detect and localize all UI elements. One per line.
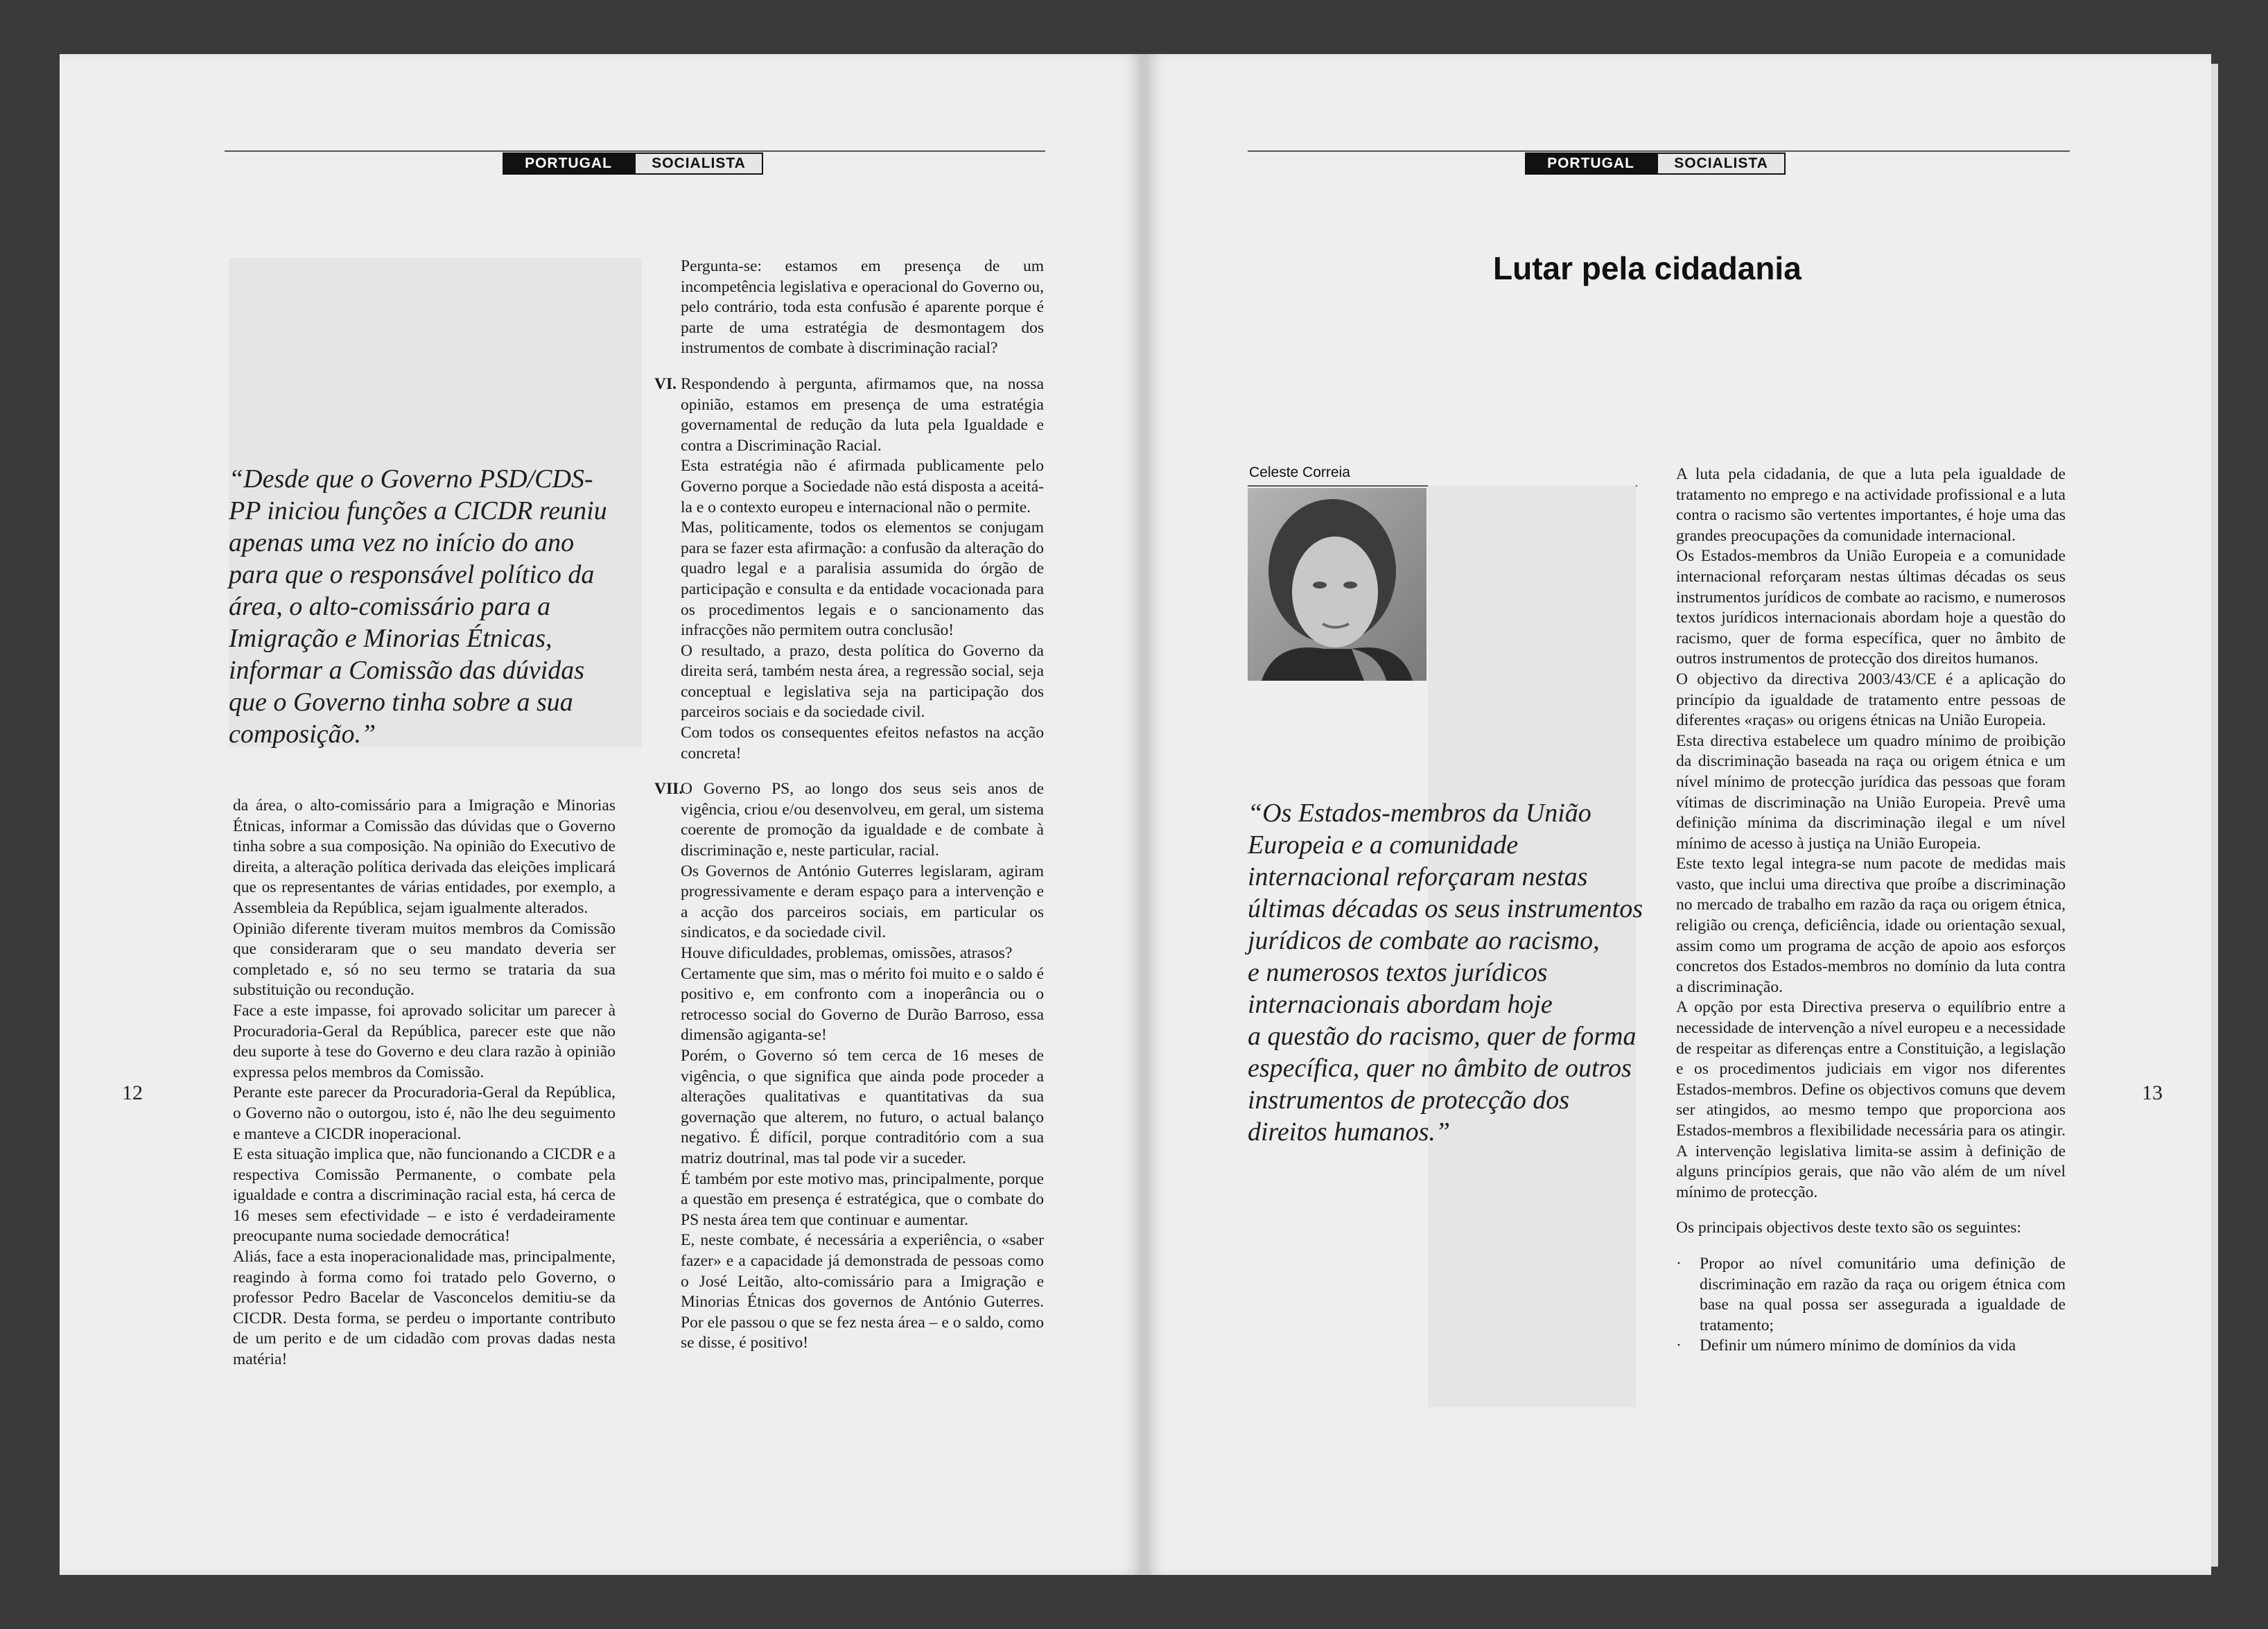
author-name: Celeste Correia — [1249, 464, 1350, 480]
paragraph: da área, o alto-comissário para a Imigração e Minorias Étnicas, informar a Comissão das dúvidas que o Governo tinha sobre a sua composição. Na opinião do Executivo de direita, a alteração política derivada das eleições implicará que os representantes de várias entidades, por exemplo, a Assembleia da República, sejam igualmente alterados. — [233, 796, 616, 917]
page-edge — [2211, 64, 2218, 1567]
paragraph: Perante este parecer da Procuradoria-Geral da República, o Governo não o outorgou, isto é, não lhe deu seguimento e manteve a CICDR inoperacional. — [233, 1083, 616, 1143]
paragraph: Porém, o Governo só tem cerca de 16 meses de vigência, o que significa que ainda pode proceder a alterações qualitativas e quantitativas da sua governação que alterem, no futuro, o actual balanço negativo. É difícil, porque contraditório com a sua matriz doutrinal, mas tal pode vir a suceder. — [681, 1046, 1044, 1167]
header-rule-left — [225, 150, 1045, 152]
section-number: VII. — [654, 780, 683, 799]
pull-quote-left: “Desde que o Governo PSD/CDS- PP iniciou funções a CICDR reuniu apenas uma vez no início do ano para que o responsável político da área, o alto-comissário para a Imigração e Minorias Étnicas, informar a Comissão das dúvidas que o Governo tinha sobre a sua composição.” — [229, 464, 607, 749]
list-item-text: Propor ao nível comunitário uma definição de discriminação em razão da raça ou origem étnica com base na qual possa ser assegurada a igualdade de tratamento; — [1700, 1254, 2066, 1334]
page-number-right: 13 — [2142, 1081, 2163, 1104]
page-number-left: 12 — [122, 1081, 143, 1104]
masthead-socialista: SOCIALISTA — [1657, 153, 1786, 175]
bullet-mark: · — [1676, 1254, 1682, 1273]
paragraph: Com todos os consequentes efeitos nefastos na acção concreta! — [681, 724, 1044, 763]
portrait-image — [1248, 488, 1427, 681]
section-vi — [654, 374, 1044, 764]
right-column — [1676, 464, 2066, 1357]
left-column-2 — [654, 256, 1044, 1354]
list-item — [1676, 1254, 2066, 1336]
list-item — [1676, 1336, 2066, 1357]
section-number: VI. — [654, 374, 677, 393]
paragraph: Certamente que sim, mas o mérito foi muito e o saldo é positivo e, em confronto com a inoperância ou o retrocesso social do Governo de Durão Barroso, essa dimensão agiganta-se! — [681, 964, 1044, 1045]
paragraph: E esta situação implica que, não funcionando a CICDR e a respectiva Comissão Permanente, o combate pela igualdade e contra a discriminação racial esta, há cerca de 16 meses sem efectividade – e isto é verdadeiramente preocupante numa sociedade democrática! — [233, 1145, 616, 1246]
paragraph: O resultado, a prazo, desta política do Governo da direita será, também nesta área, a regressão social, seja conceptual e legislativa seja na participação dos parceiros sociais e da sociedade civil. — [681, 641, 1044, 722]
paragraph: Pergunta-se: estamos em presença de um incompetência legislativa e operacional do Governo ou, pelo contrário, toda esta confusão é aparente porque é parte de uma estratégia de desmontagem dos instrumentos de combate à discriminação racial? — [681, 257, 1044, 358]
list-intro: Os principais objectivos deste texto são os seguintes: — [1676, 1219, 2021, 1237]
section-vii — [654, 779, 1044, 1354]
paragraph: Face a este impasse, foi aprovado solicitar um parecer à Procuradoria-Geral da República, parecer este que não deu suporte à tese do Governo e deu clara razão à opinião expressa pelos membros da Comissão. — [233, 1001, 616, 1081]
paragraph: O Governo PS, ao longo dos seus seis anos de vigência, criou e/ou desenvolveu, em geral, um sistema coerente de promoção da igualdade e de combate à discriminação e, neste particular, racial. — [681, 780, 1044, 860]
paragraph: É também por este motivo mas, principalmente, porque a questão em presença é estratégica, que o combate do PS nesta área tem que continuar e aumentar. — [681, 1169, 1044, 1229]
spine-fold — [1141, 54, 1146, 1575]
masthead-left — [503, 153, 763, 175]
paragraph: A luta pela cidadania, de que a luta pela igualdade de tratamento no emprego e na actividade profissional e a luta contra o racismo são vertentes importantes, é hoje uma das grandes preocupações da comunidade internacional. — [1676, 465, 2066, 545]
paragraph: Respondendo à pergunta, afirmamos que, na nossa opinião, estamos em presença de uma estratégia governamental de redução da luta pela Igualdade e contra a Discriminação Racial. — [681, 374, 1044, 455]
paragraph: Opinião diferente tiveram muitos membros da Comissão que consideraram que o seu mandato deveria ser completado e, só no seu termo se trataria da sua substituição ou recondução. — [233, 919, 616, 1000]
masthead-portugal: PORTUGAL — [503, 153, 634, 175]
masthead-right — [1525, 153, 1786, 175]
author-photo — [1248, 488, 1427, 681]
paragraph: E, neste combate, é necessária a experiência, o «saber fazer» e a capacidade já demonstrada de pessoas como o José Leitão, alto-comissário para a Imigração e Minorias Étnicas dos governos de António Guterres. Por ele passou o que se fez nesta área – e o saldo, como se disse, é positivo! — [681, 1231, 1044, 1352]
paragraph: Os Governos de António Guterres legislaram, agiram progressivamente e deram espaço para a intervenção e a acção dos parceiros sociais, em particular os sindicatos, e da sociedade civil. — [681, 862, 1044, 942]
masthead-portugal: PORTUGAL — [1525, 153, 1657, 175]
paragraph: Esta directiva estabelece um quadro mínimo de proibição da discriminação baseada na raça ou origem étnica e um nível mínimo de protecção jurídica das pessoas que foram vítimas de discriminação na União Europeia. Prevê uma definição mínima da discriminação ilegal e um nível mínimo de acesso à justiça na União Europeia. — [1676, 731, 2066, 853]
paragraph: Aliás, face a esta inoperacionalidade mas, principalmente, reagindo à forma como foi tratado pelo Governo, o professor Pedro Bacelar de Vasconcelos demitiu-se da CICDR. Desta forma, se perdeu o importante contributo de um perito e de um cidadão com provas dadas nesta matéria! — [233, 1248, 616, 1369]
paragraph: Os Estados-membros da União Europeia e a comunidade internacional reforçaram nestas últimas décadas os seus instrumentos jurídicos de combate ao racismo, e numerosos textos jurídicos internacionais abordam hoje a questão do racismo, quer de forma específica, quer no âmbito de outros instrumentos de protecção dos direitos humanos. — [1676, 547, 2066, 668]
paragraph: Houve dificuldades, problemas, omissões, atrasos? — [681, 944, 1013, 962]
pull-quote-right: “Os Estados-membros da União Europeia e a comunidade internacional reforçaram nestas últimas décadas os seus instrumentos jurídicos de combate ao racismo, e numerosos textos jurídicos internacionais abordam hoje a questão do racismo, quer de forma específica, quer no âmbito de outros instrumentos de protecção dos direitos humanos.” — [1248, 799, 1643, 1147]
left-column-1 — [233, 796, 616, 1370]
paragraph: Este texto legal integra-se num pacote de medidas mais vasto, que inclui uma directiva que proíbe a discriminação no mercado de trabalho em razão da raça ou origem étnica, religião ou crença, deficiência, idade ou orientação sexual, assim como um programa de acção de apoio aos esforços concretos dos Estados-membros no domínio da luta contra a discriminação. — [1676, 855, 2066, 996]
masthead-socialista: SOCIALISTA — [634, 153, 763, 175]
article-title: Lutar pela cidadania — [1493, 250, 1802, 286]
paragraph: Esta estratégia não é afirmada publicamente pelo Governo porque a Sociedade não está disposta a aceitá-la e o contexto europeu e internacional não o permite. — [681, 457, 1044, 516]
paragraph: A opção por esta Directiva preserva o equilíbrio entre a necessidade de intervenção a nível europeu e a necessidade de respeitar as diferenças entre a Constituição, a legislação e os procedimentos judiciais em vigor nos diferentes Estados-membros. Define os objectivos comuns que devem ser atingidos, ao mesmo tempo que proporciona aos Estados-membros a flexibilidade necessária para os atingir. A intervenção legislativa limita-se assim à definição de alguns princípios gerais, que não vão além de um nível mínimo de protecção. — [1676, 998, 2066, 1201]
list-item-text: Definir um número mínimo de domínios da vida — [1700, 1336, 2016, 1355]
bullet-mark: · — [1676, 1336, 1682, 1355]
paragraph: O objectivo da directiva 2003/43/CE é a aplicação do princípio da igualdade de tratamento entre pessoas de diferentes «raças» ou origens étnicas na União Europeia. — [1676, 670, 2066, 730]
header-rule-right — [1248, 150, 2070, 152]
paragraph: Mas, politicamente, todos os elementos se conjugam para se fazer esta afirmação: a confusão da alteração do quadro legal e a paralisia assumida do órgão de participação e consulta e da entidade vocacionada para os procedimentos legais e o sancionamento das infracções não permitem outra conclusão! — [681, 519, 1044, 640]
